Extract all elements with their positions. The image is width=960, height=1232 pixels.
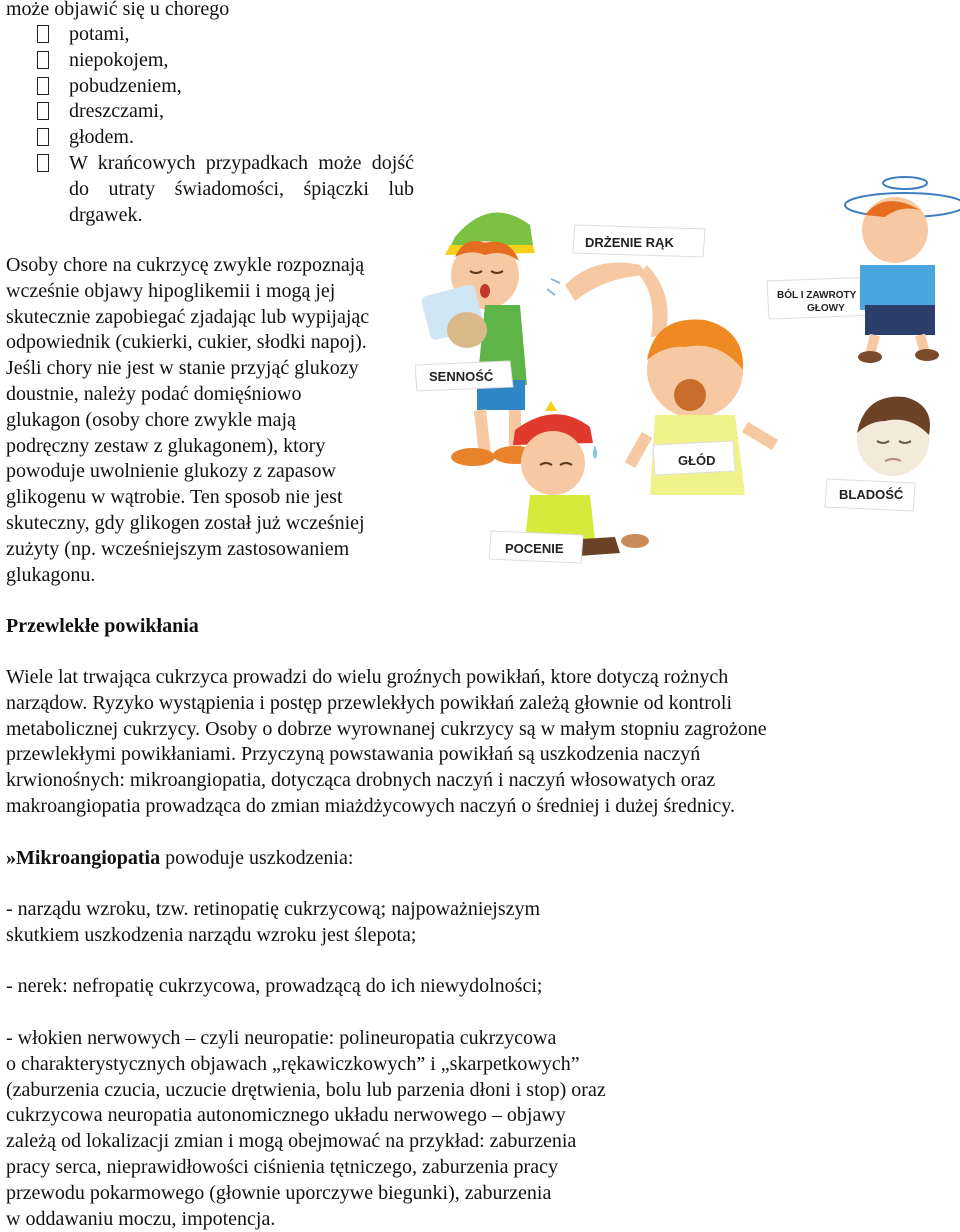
microangiopathy-term: »Mikroangiopatia <box>6 847 161 869</box>
bullet-box-icon <box>37 154 49 172</box>
microangiopathy-rest: powoduje uszkodzenia: <box>160 847 354 869</box>
eye-damage-item: - narządu wzroku, tzw. retinopatię cukrzycową; najpoważniejszym skutkiem uszkodzenia narządu wzroku jest ślepota; <box>6 898 541 946</box>
list-item: W krańcowych przypadkach może dojść do utraty świadomości, śpiączki lub drgawek. <box>37 151 417 228</box>
symptom-list <box>37 22 417 228</box>
svg-text:SENNOŚĆ: SENNOŚĆ <box>429 369 494 384</box>
list-item: pobudzeniem, <box>37 74 417 100</box>
list-item: dreszczami, <box>37 99 417 125</box>
list-item: niepokojem, <box>37 48 417 74</box>
svg-text:GŁÓD: GŁÓD <box>678 453 716 468</box>
label-bladosc <box>825 479 915 511</box>
pale-boy-figure <box>857 397 930 476</box>
bullet-box-icon <box>37 128 49 146</box>
microangiopathy-line <box>6 846 353 872</box>
label-pocenie <box>489 531 583 563</box>
bullet-box-icon <box>37 25 49 43</box>
label-glod <box>653 441 735 475</box>
hypoglycemia-paragraph: Osoby chore na cukrzycę zwykle rozpoznają wcześnie objawy hipoglikemii i mogą jej skutecznie zapobiegać zjadając lub wypijając odpowiednik (cukierki, cukier, słodki napoj). Jeśli chory nie jest w stanie przyjąć glukozy doustnie, należy podać domięśniowo glukagon (osoby chore zwykle mają podręczny zestaw z glukagonem), ktory powoduje uwolnienie glukozy z zapasow glikogenu w wątrobie. Ten sposob nie jest skuteczny, gdy glikogen został już wcześniej zużyty (np. wcześniejszym zastosowaniem glukagonu. <box>6 254 370 586</box>
dizzy-boy-figure <box>845 177 960 363</box>
nerve-damage-item: - włokien nerwowych – czyli neuropatie: polineuropatia cukrzycowa o charakterystycznych objawach „rękawiczkowych” i „skarpetkowych” (zaburzenia czucia, uczucie drętwienia, bolu lub parzenia dłoni i stop) oraz cukrzycowa neuropatia autonomicznego układu nerwowego – objawy zależą od lokalizacji zmian i mogą obejmować na przykład: zaburzenia pracy serca, nieprawidłowości ciśnienia tętniczego, zaburzenia pracy przewodu pokarmowego (głownie uporczywe biegunki), zaburzenia w oddawaniu moczu, impotencja. <box>6 1027 606 1230</box>
bullet-box-icon <box>37 102 49 120</box>
hypoglycemia-symptoms-illustration <box>415 165 960 565</box>
svg-text:BÓL I ZAWROTY: BÓL I ZAWROTY <box>777 290 857 301</box>
svg-text:GŁOWY: GŁOWY <box>807 303 845 314</box>
kidney-damage-item: - nerek: nefropatię cukrzycowa, prowadzącą do ich niewydolności; <box>6 975 543 997</box>
label-drzenie-rak <box>573 225 705 257</box>
svg-text:BLADOŚĆ: BLADOŚĆ <box>839 487 904 502</box>
section-heading: Przewlekłe powikłania <box>6 615 199 637</box>
label-sennosc <box>415 361 513 391</box>
list-item: głodem. <box>37 125 417 151</box>
bullet-box-icon <box>37 77 49 95</box>
bullet-box-icon <box>37 51 49 69</box>
svg-text:DRŻENIE RĄK: DRŻENIE RĄK <box>585 235 674 250</box>
list-item: potami, <box>37 22 417 48</box>
svg-text:POCENIE: POCENIE <box>505 541 564 556</box>
intro-line: może objawić się u chorego <box>6 0 230 20</box>
chronic-complications-paragraph: Wiele lat trwająca cukrzyca prowadzi do wielu groźnych powikłań, ktore dotyczą rożnych narządow. Ryzyko wystąpienia i postęp przewlekłych powikłań zależą głownie od kontroli metabolicznej cukrzycy. Osoby o dobrze wyrownanej cukrzycy są w małym stopniu zagrożone przewlekłymi powikłaniami. Przyczyną powstawania powikłań są uszkodzenia naczyń krwionośnych: mikroangiopatia, dotycząca drobnych naczyń i naczyń włosowatych oraz makroangiopatia prowadząca do zmian miażdżycowych naczyń o średniej i dużej średnicy. <box>6 666 767 817</box>
